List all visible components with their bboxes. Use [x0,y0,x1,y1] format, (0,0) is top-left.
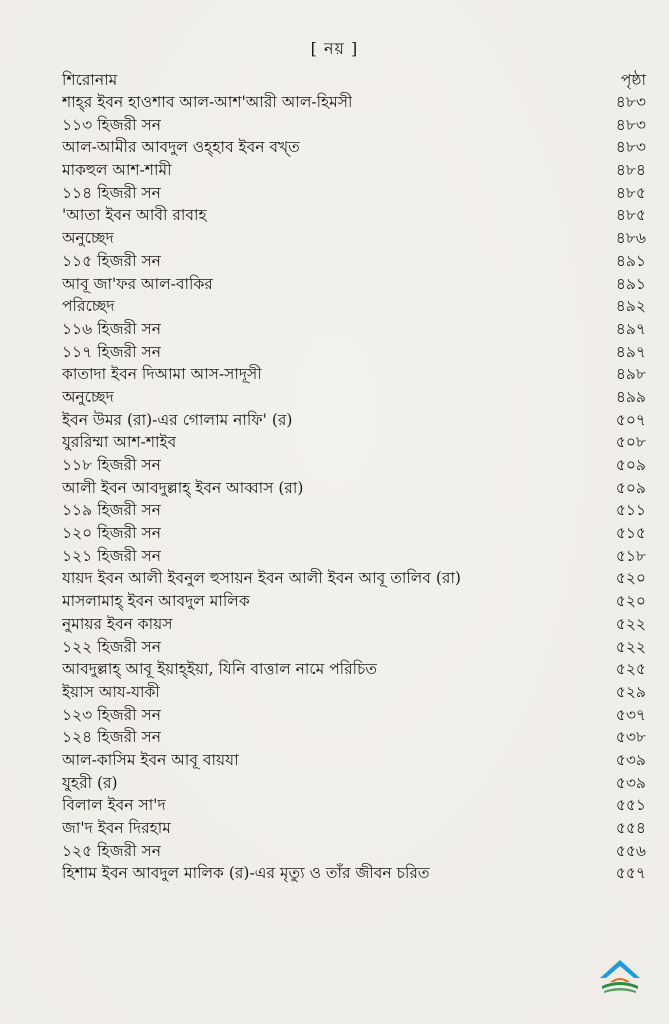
toc-entry-page: ৫৩৯ [615,773,646,792]
toc-entry-page: ৪৮৩ [615,115,646,134]
toc-entry [62,114,646,137]
toc-entry-page: ৫৩৮ [615,728,646,747]
toc-entry-title: ইয়াস আয-যাকী [62,682,160,701]
toc-entry-page: ৫৫৬ [615,841,646,860]
toc-entry-page: ৪৯৯ [615,387,646,406]
toc-entry-page: ৫৩৭ [615,705,646,724]
toc-entry-title: অনুচ্ছেদ [62,387,114,406]
toc-entry [62,341,646,364]
toc-entry [62,182,646,205]
toc-entry [62,318,646,341]
toc-entry-title: ১১৩ হিজরী সন [62,115,161,134]
toc-entry [62,363,646,386]
toc-entry-title: অনুচ্ছেদ [62,229,114,248]
toc-entry-title: মাসলামাহ্‌ ইবন আবদুল মালিক [62,592,250,611]
toc-entry [62,613,646,636]
toc-entry [62,477,646,500]
toc-entry [62,749,646,772]
toc-entry-title: জা'দ ইবন দিরহাম [62,819,171,837]
toc-entry-title: যায়দ ইবন আলী ইবনুল হুসায়ন ইবন আলী ইবন আবূ তালিব (রা) [62,569,461,588]
toc-entry-page: ৪৯৮ [615,365,646,384]
toc-entry-page: ৪৯১ [615,274,646,293]
toc-entry-page: ৪৮৩ [615,138,646,157]
toc-entry-page: ৫০৭ [615,410,646,429]
toc-entry-title: কাতাদা ইবন দিআমা আস-সাদূসী [62,365,262,384]
toc-entry-title: আল-আমীর আবদুল ওহ্‌হাব ইবন বখ্‌ত [62,138,300,157]
toc-entry-title: যুহরী (র) [62,773,118,792]
toc-entry [62,409,646,432]
toc-entry [62,522,646,545]
toc-entry-title: হিশাম ইবন আবদুল মালিক (র)-এর মৃত্যু ও তাঁর জীবন চরিত [62,864,430,883]
toc-entry-page: ৪৯৭ [615,342,646,361]
toc-entry-page: ৫২০ [615,569,646,588]
toc-entry-page: ৫০৯ [615,456,646,474]
toc-entry [62,772,646,795]
toc-entry [62,545,646,568]
toc-heading-title: শিরোনাম [62,71,118,89]
toc-entry-title: আলী ইবন আবদুল্লাহ্‌ ইবন আব্বাস (রা) [62,478,304,497]
toc-entry-title: ১১৫ হিজরী সন [62,251,161,270]
publisher-logo-icon [596,948,644,996]
toc-entry-page: ৪৯৭ [615,319,646,338]
toc-entry-title: আবূ জা'ফর আল-বাকির [62,274,213,293]
toc-entry [62,658,646,681]
toc-entry [62,91,646,114]
toc-entry [62,567,646,590]
toc-entry-page: ৫২৫ [615,660,646,679]
toc-entry-page: ৫৫৭ [615,864,646,883]
toc-entry [62,454,646,477]
toc-entry-title: ১২২ হিজরী সন [62,637,161,656]
toc-entry-page: ৪৮৬ [615,229,646,248]
toc-entry-page: ৫১৫ [615,524,646,543]
toc-entry [62,681,646,704]
toc-entry [62,386,646,409]
toc-entry-title: যুররিম্মা আশ-শাইব [62,433,177,452]
toc-entry-title: ১১৮ হিজরী সন [62,456,161,474]
toc-entry-page: ৫০৮ [615,433,646,452]
toc-entry-title: বিলাল ইবন সা'দ [62,796,166,815]
toc-entries [62,91,646,885]
toc-entry-title: ইবন উমর (রা)-এর গোলাম নাফি' (র) [62,410,293,429]
toc-entry-title: ১১৬ হিজরী সন [62,319,161,338]
toc-entry [62,590,646,613]
page-number-header: [ নয় ] [310,39,359,58]
toc-entry [62,295,646,318]
toc-entry-title: শাহ্‌র ইবন হাওশাব আল-আশ'আরী আল-হিমসী [62,93,353,111]
toc-entry [62,227,646,250]
toc-entry-page: ৪৮৪ [615,161,646,180]
toc-entry-title: নুমায়র ইবন কায়স [62,614,173,633]
toc-entry [62,159,646,182]
toc-header-row [62,68,646,90]
toc-entry-title: ১২৪ হিজরী সন [62,728,161,747]
toc-entry [62,704,646,727]
toc-heading-page: পৃষ্ঠা [620,71,646,89]
toc-entry-title: আবদুল্লাহ্‌ আবূ ইয়াহ্‌ইয়া, যিনি বাত্তাল নামে পরিচিত [62,660,378,679]
toc-entry-title: মাকহুল আশ-শামী [62,161,172,180]
toc-entry-page: ৫১১ [615,501,646,520]
toc-entry [62,817,646,840]
toc-entry [62,636,646,659]
toc-entry-title: আল-কাসিম ইবন আবূ বায়যা [62,750,239,769]
toc-entry-page: ৫২০ [615,592,646,611]
toc-entry-page: ৫১৮ [615,546,646,565]
toc-entry [62,726,646,749]
toc-entry-page: ৪৮৫ [615,183,646,202]
toc-entry-page: ৪৯২ [615,297,646,316]
toc-entry-page: ৫২৯ [615,682,646,701]
toc-entry-page: ৫৫১ [615,796,646,815]
toc-entry-page: ৫০৯ [615,478,646,497]
toc-entry [62,273,646,296]
toc-entry-title: ১১৭ হিজরী সন [62,342,161,361]
toc-entry [62,431,646,454]
toc-entry [62,862,646,885]
toc-entry [62,499,646,522]
toc-entry-page: ৫২২ [615,637,646,656]
toc-entry [62,136,646,159]
toc-entry-title: পরিচ্ছেদ [62,297,115,316]
toc-entry-title: 'আতা ইবন আবী রাবাহ [62,206,207,225]
toc-entry-page: ৫৫৪ [615,819,646,837]
toc-entry-page: ৪৮৫ [615,206,646,225]
table-of-contents [62,68,646,885]
toc-entry-title: ১২৫ হিজরী সন [62,841,161,860]
toc-entry [62,794,646,817]
toc-entry-title: ১২০ হিজরী সন [62,524,161,543]
toc-entry-title: ১২১ হিজরী সন [62,546,161,565]
toc-entry-page: ৪৯১ [615,251,646,270]
toc-entry [62,204,646,227]
toc-entry-title: ১১৯ হিজরী সন [62,501,161,520]
toc-entry [62,250,646,273]
toc-entry-page: ৪৮৩ [615,93,646,111]
toc-entry [62,840,646,863]
toc-entry-title: ১১৪ হিজরী সন [62,183,161,202]
toc-entry-page: ৫২২ [615,614,646,633]
toc-entry-title: ১২৩ হিজরী সন [62,705,161,724]
toc-entry-page: ৫৩৯ [615,750,646,769]
